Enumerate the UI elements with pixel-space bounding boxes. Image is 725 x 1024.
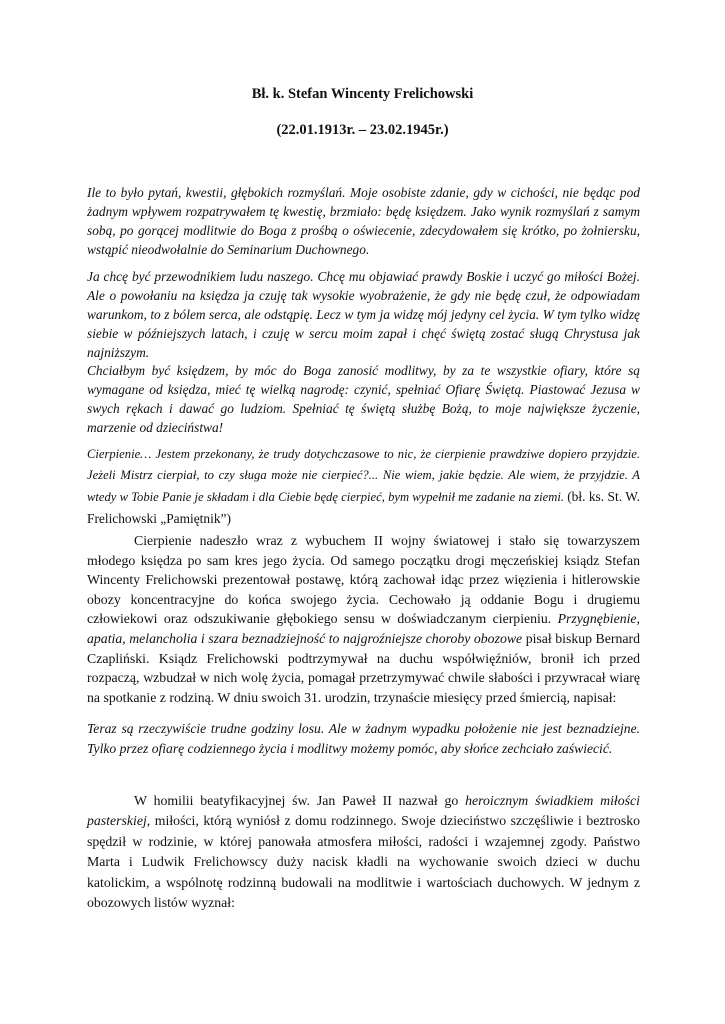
life-dates: (22.01.1913r. – 23.02.1945r.) [276, 122, 449, 138]
body-paragraph-family [87, 791, 640, 913]
czaplinski-quote: Przygnębienie, apatia, melancholia i szara beznadziejność to najgroźniejsze choroby obozowe [87, 611, 640, 646]
quote-vocation: Ile to było pytań, kwestii, głębokich rozmyślań. Moje osobiste zdanie, gdy w cichości, nie będąc pod żadnym wpływem rozpatrywałem tę kwestię, brzmiało: będę księdzem. Jako wynik rozmyślań z samym sobą, po gorącej modlitwie do Boga z prośbą o oświecenie, zdecydowałem się krótko, po żołniersku, wstąpić nieodwołalnie do Seminarium Duchownego. [87, 185, 640, 257]
quote-priesthood: Chciałbym być księdzem, by móc do Boga zanosić modlitwy, by za te wszystkie ofiary, które są wymagane od księdza, mieć tę wielką nagrodę: czynić, spełniać Ofiarę Świętą. Piastować Jezusa w swych rękach i dawać go ludziom. Spełniać tę świętą służbę Bożą, to moje największe życzenie, marzenie od dzieciństwa! [87, 363, 640, 435]
quote-source: (bł. ks. St. W. Frelichowski „Pamiętnik”) [87, 489, 640, 526]
body-paragraph-war-continuation: pisał biskup Bernard Czapliński. Ksiądz Frelichowski podtrzymywał na duchu współwięźniów, bronił ich przed rozpaczą, wzbudzał w nich wolę życia, pomagał przetrzymywać chwile słabości i przywracał wiarę na spotkanie z rodziną. W dniu swoich 31. urodzin, trzynaście miesięcy przed śmiercią, napisał: [87, 630, 640, 705]
body-paragraph-family-text: W homilii beatyfikacyjnej św. Jan Paweł II nazwał go [134, 793, 459, 808]
body-paragraph-war-text: Cierpienie nadeszło wraz z wybuchem II wojny światowej i stało się towarzyszem młodego księdza po sam kres jego życia. Od samego początku drogi męczeńskiej ksiądz Stefan Wincenty Frelichowski prezentował postawę, którą zachował idąc przez więzienia i hitlerowskie obozy koncentracyjne do końca swojego życia. Cechowało ją oddanie Bogu i drugiemu człowiekowi oraz odszukiwanie głębokiego sensu w doświadczanym cierpieniu. [87, 533, 640, 627]
quote-hard-hours: Teraz są rzeczywiście trudne godziny losu. Ale w żadnym wypadku położenie nie jest beznadziejne. Tylko przez ofiarę codziennego życia i modlitwy możemy pomóc, aby słońce zechciało zaświecić. [87, 721, 640, 756]
homily-quote: heroicznym świadkiem miłości pasterskiej [87, 793, 640, 829]
quote-suffering [87, 444, 640, 530]
document-title: Bł. k. Stefan Wincenty Frelichowski [251, 86, 474, 102]
body-paragraph-family-continuation: , miłości, którą wyniósł z domu rodzinnego. Swoje dzieciństwo szczęśliwie i beztrosko spędził w rodzinie, w której panowała atmosfera miłości, radości i wzajemnej zgody. Państwo Marta i Ludwik Frelichowscy duży nacisk kładli na wychowanie swoich dzieci w duchu katolickim, a wspólnotę rodzinną budowali na modlitwie i wartościach duchowych. W jednym z obozowych listów wyznał: [87, 813, 640, 911]
body-paragraph-war [87, 531, 640, 707]
quote-suffering-text: Cierpienie… Jestem przekonany, że trudy dotychczasowe to nic, że cierpienie prawdziwe dopiero przyjdzie. Jeżeli Mistrz cierpiał, to czy sługa może nie cierpieć?... Nie wiem, jakie będzie. Ale wiem, że przyjdzie. A wtedy w Tobie Panie je składam i dla Ciebie będę cierpieć, bym wypełnił me zadanie na ziemi. [87, 447, 640, 504]
quote-leader: Ja chcę być przewodnikiem ludu naszego. Chcę mu objawiać prawdy Boskie i uczyć go miłości Bożej. Ale o powołaniu na księdza ja czuję tak wysokie wyobrażenie, że gdy nie będę czuł, że odpowiadam warunkom, to z bólem serca, ale odstąpię. Lecz w tym ja widzę mój jedyny cel życia. W tym tylko widzę siebie w późniejszych latach, i czuję w sercu moim zapał i chęć świętą zostać sługą Chrystusa jak najniższym. [87, 269, 640, 360]
